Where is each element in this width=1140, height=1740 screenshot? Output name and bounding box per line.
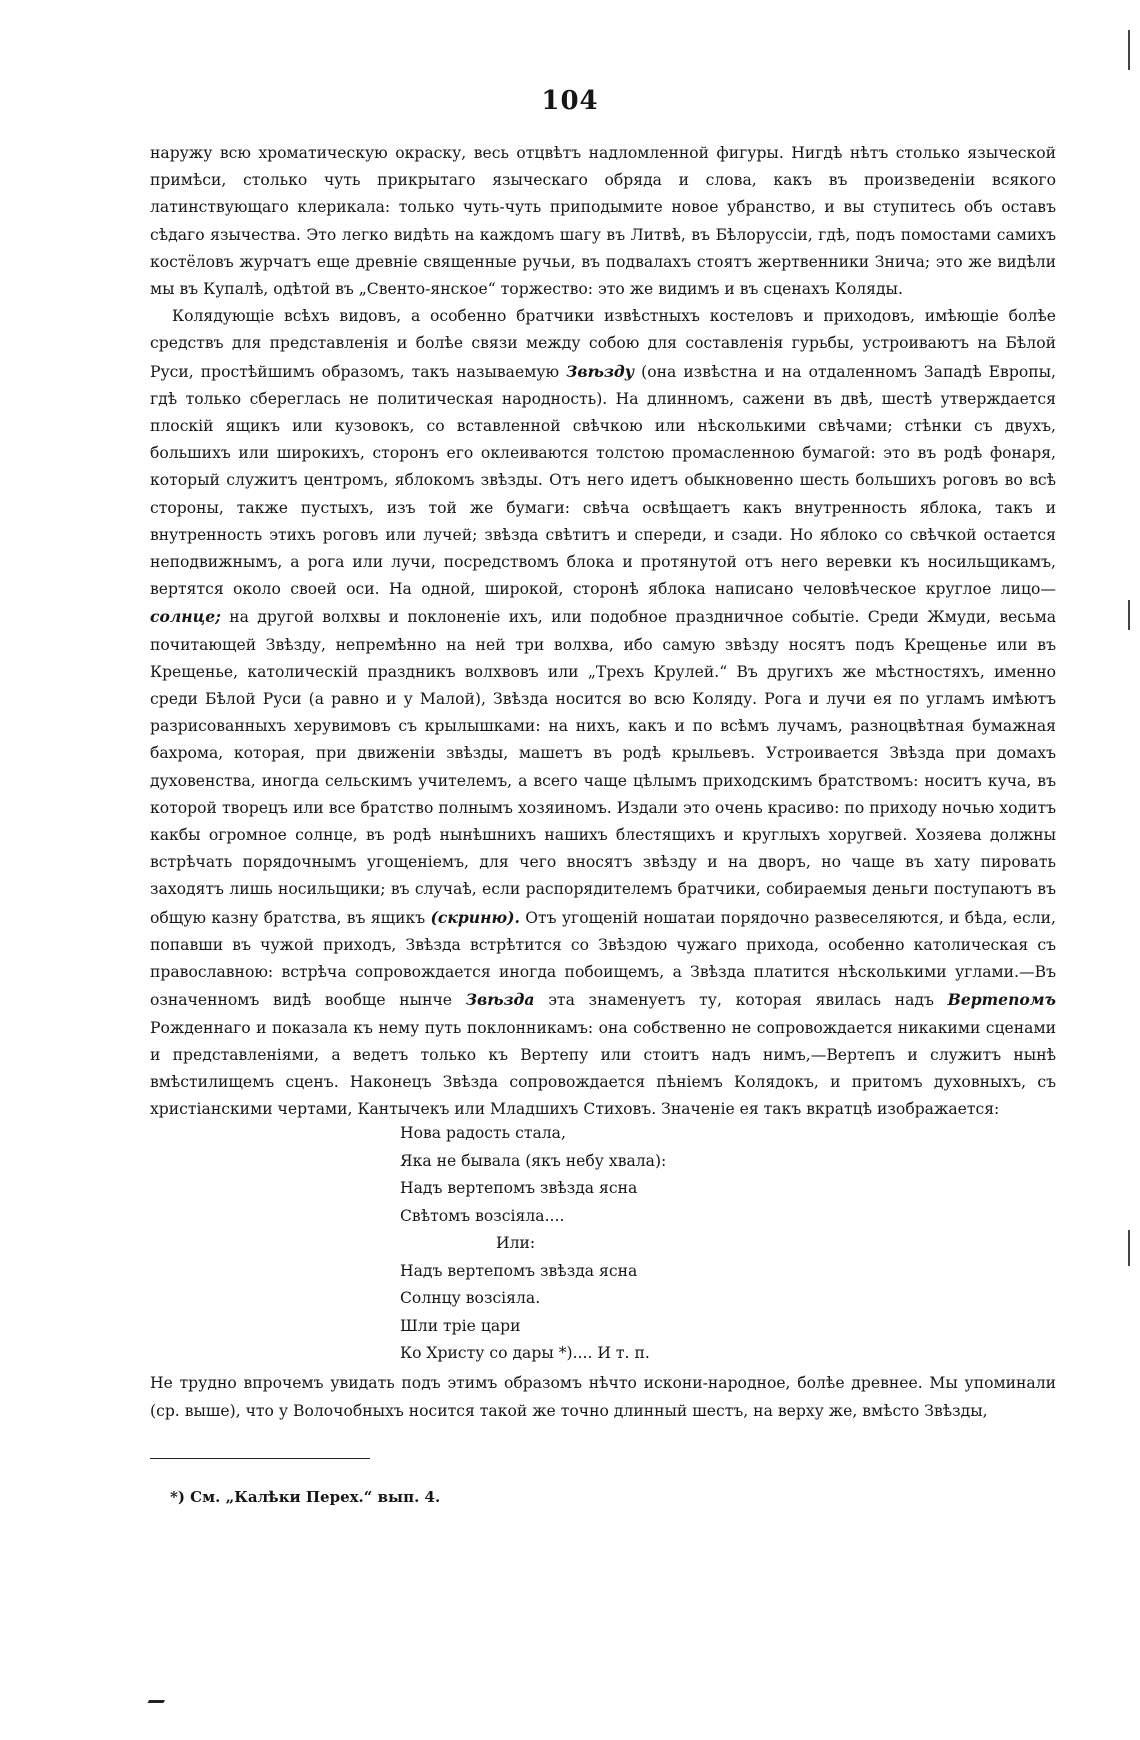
body-text (150, 140, 1056, 1123)
page-number: 104 (541, 86, 599, 116)
zvezdu-emphasis: Звѣзду (566, 361, 635, 381)
p2-part-a: Колядующіе всѣхъ видовъ, а особенно братчики извѣстныхъ костеловъ и приходовъ, имѣющіе болѣе средствъ для представленія и болѣе связи между собою для составленія гурьбы, устроиваютъ на Бѣлой Руси, простѣйшимъ образомъ, такъ называемую (150, 307, 1056, 381)
verse-line: Шли тріе цари (400, 1316, 521, 1335)
scan-corner-mark (147, 1694, 168, 1703)
verse-block (400, 1120, 820, 1368)
paragraph-1: наружу всю хроматическую окраску, весь отцвѣтъ надломленной фигуры. Нигдѣ нѣтъ столько языческой примѣси, столько чуть прикрытаго языческаго обряда и слова, какъ въ произведеніи всякого латинствующаго клерикала: только чуть-чуть приподымите новое убранство, и вы ступитесь объ оставъ сѣдаго язычества. Это легко видѣть на каждомъ шагу въ Литвѣ, въ Бѣлоруссіи, гдѣ, подъ помостами самихъ костёловъ журчатъ еще древніе священные ручьи, въ подвалахъ стоятъ жертвенники Знича; это же видѣли мы въ Купалѣ, одѣтой въ „Свенто-янское“ торжество: это же видимъ и въ сценахъ Коляды. (150, 144, 1056, 299)
scan-margin-mark (1128, 30, 1130, 70)
scan-margin-mark (1128, 1230, 1130, 1266)
p2-part-e: эта знаменуетъ ту, которая явилась надъ (548, 991, 934, 1010)
verse-line: Надъ вертепомъ звѣзда ясна (400, 1261, 638, 1280)
verse-line: Яка не бывала (якъ небу хвала): (400, 1151, 667, 1170)
p2-part-f: Рожденнаго и показала къ нему путь поклонникамъ: она собственно не сопровождается никакими сценами и представленіями, а ведетъ только къ Вертепу или стоитъ надъ нимъ,—Вертепъ и служитъ нынѣ вмѣстилищемъ сценъ. Наконецъ Звѣзда сопровождается пѣніемъ Колядокъ, и притомъ духовныхъ, съ христіанскими чертами, Кантычекъ или Младшихъ Стиховъ. Значеніе ея такъ вкратцѣ изображается: (150, 1018, 1056, 1119)
skrinyu-emphasis: (скриню). (430, 907, 520, 927)
p2-part-d: Отъ угощеній ношатаи порядочно развеселяются, и бѣда, если, попавши въ чужой приходъ, Звѣзда встрѣтится со Звѣздою чужаго прихода, особенно католическая съ православною: встрѣча сопровождается иногда побоищемъ, а Звѣзда платится нѣсколькими углами.—Въ означенномъ видѣ вообще нынче (150, 908, 1056, 1010)
p2-part-b: (она извѣстна и на отдаленномъ Западѣ Европы, гдѣ только сбереглась не политическая народность). На длинномъ, сажени въ двѣ, шестѣ утверждается плоскій ящикъ или кузовокъ, со вставленной свѣчкою или нѣсколькими свѣчами; стѣнки съ двухъ, большихъ или широкихъ, сторонъ его оклеиваются толстою промасленною бумагой: это въ родѣ фонаря, который служитъ центромъ, яблокомъ звѣзды. Отъ него идетъ обыкновенно шесть большихъ роговъ во всѣ стороны, также пустыхъ, изъ той же бумаги: свѣча освѣщаетъ какъ внутренность яблока, такъ и внутренность этихъ роговъ или лучей; звѣзда свѣтитъ и спереди, и сзади. Но яблоко со свѣчкой остается неподвижнымъ, а рога или лучи, посредствомъ блока и протянутой отъ него веревки къ носильщикамъ, вертятся около своей оси. На одной, широкой, сторонѣ яблока написано человѣческое круглое лицо— (150, 362, 1056, 599)
verse-line: Надъ вертепомъ звѣзда ясна (400, 1179, 638, 1197)
p2-part-c: на другой волхвы и поклоненіе ихъ, или подобное праздничное событіе. Среди Жмуди, весьма почитающей Звѣзду, непремѣнно на ней три волхва, ибо самую звѣзду носятъ подъ Крещенье или въ Крещенье, католическій праздникъ волхвовъ или „Трехъ Крулей.“ Въ другихъ же мѣстностяхъ, именно среди Бѣлой Руси (а равно и у Малой), Звѣзда носится во всю Коляду. Рога и лучи ея по угламъ имѣютъ разрисованныхъ херувимовъ съ крылышками: на нихъ, какъ и по всѣмъ лучамъ, разноцвѣтная бумажная бахрома, которая, при движеніи звѣзды, машетъ въ родѣ крыльевъ. Устроивается Звѣзда при домахъ духовенства, иногда сельскимъ учителемъ, а всего чаще цѣлымъ приходскимъ братствомъ: носитъ куча, въ которой творецъ или все братство полнымъ хозяиномъ. Издали это очень красиво: по приходу ночью ходитъ какбы огромное солнце, въ родѣ нынѣшнихъ нашихъ блестящихъ и круглыхъ хоругвей. Хозяева должны встрѣчать порядочнымъ угощеніемъ, для чего вносятъ звѣзду и на дворъ, но чаще въ хату пировать заходятъ лишь носильщики; въ случаѣ, если распорядителемъ братчики, собираемыя деньги поступаютъ въ общую казну братства, въ ящикъ (150, 608, 1056, 927)
verse-line: Свѣтомъ возсіяла.... (400, 1206, 565, 1225)
zvezda-emphasis: Звѣзда (465, 990, 535, 1010)
verse-line: Солнцу возсіяла. (400, 1289, 541, 1307)
vertepom-emphasis: Вертепомъ (947, 990, 1056, 1010)
paragraph-2 (150, 303, 1056, 1123)
closing-paragraph: Не трудно впрочемъ увидать подъ этимъ образомъ нѣчто искони-народное, болѣе древнее. Мы упоминали (ср. выше), что у Волочобныхъ носится такой же точно длинный шестъ, на верху же, вмѣсто Звѣзды, (150, 1374, 1056, 1420)
scan-margin-mark (1128, 600, 1130, 630)
footnote: *) См. „Калѣки Перех.“ вып. 4. (170, 1488, 441, 1506)
verse-line: Ко Христу со дары *).... И т. п. (400, 1344, 650, 1362)
footnote-divider (150, 1458, 370, 1459)
solnce-emphasis: солнце; (150, 607, 221, 627)
verse-line: Нова радость стала, (400, 1124, 566, 1142)
verse-line-or: Или: (496, 1234, 536, 1252)
